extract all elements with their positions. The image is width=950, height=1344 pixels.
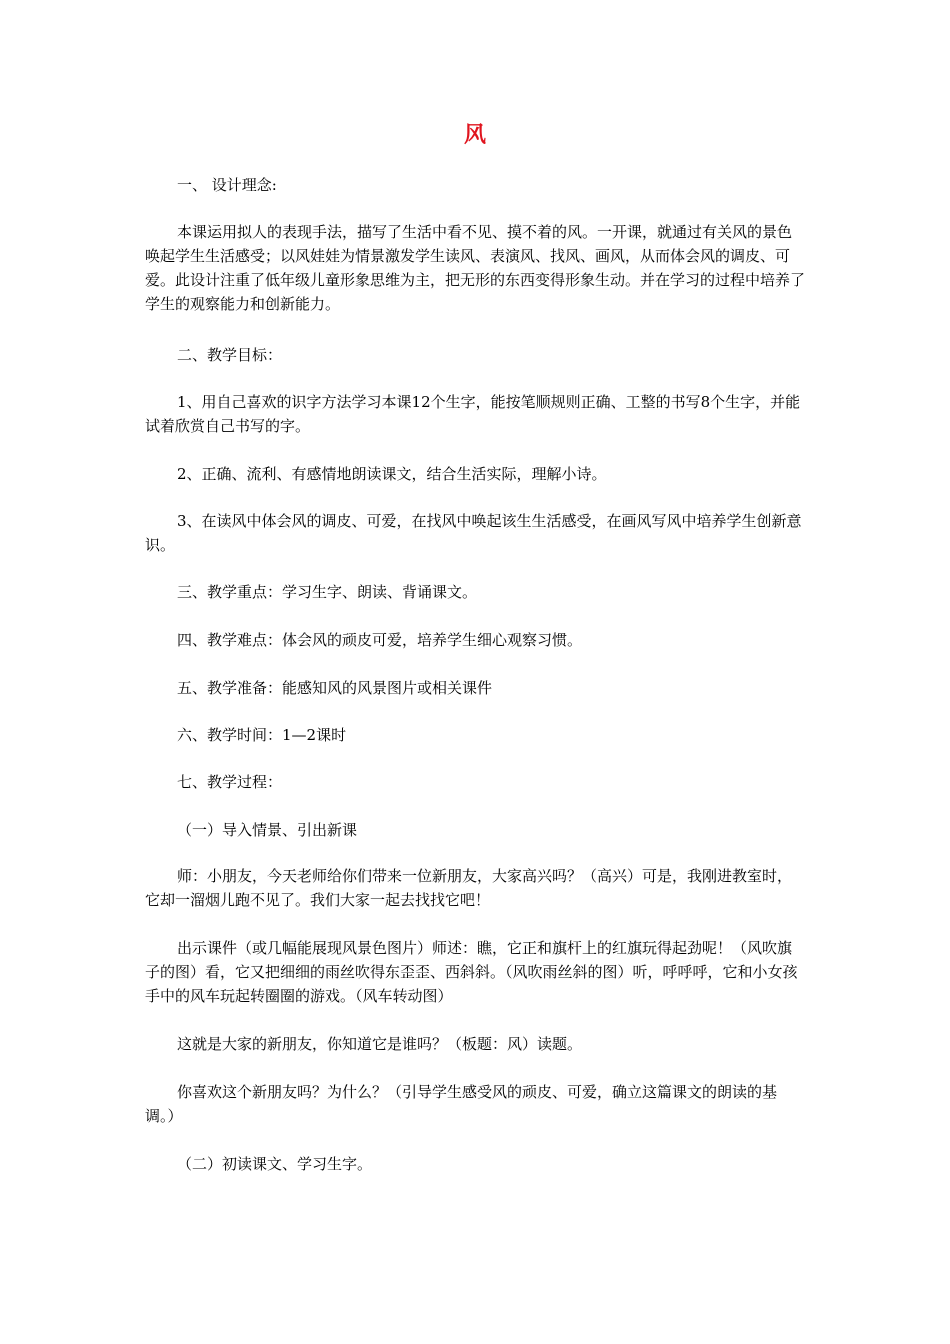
section-heading-preparation: 五、教学准备：能感知风的风景图片或相关课件	[177, 679, 493, 697]
paragraph-goal-1: 1、用自己喜欢的识字方法学习本课12个生字，能按笔顺规则正确、工整的书写8个生字，并能试着欣赏自己书写的字。	[145, 393, 801, 435]
section-heading-teaching-goals: 二、教学目标：	[177, 346, 283, 364]
subsection-heading-first-reading: （二）初读课文、学习生字。	[177, 1155, 373, 1173]
paragraph-new-friend: 这就是大家的新朋友，你知道它是谁吗？（板题：风）读题。	[177, 1035, 583, 1053]
document-title: 风	[463, 122, 486, 148]
paragraph-goal-2: 2、正确、流利、有感情地朗读课文，结合生活实际，理解小诗。	[177, 465, 607, 483]
section-heading-process: 七、教学过程：	[177, 773, 283, 791]
paragraph-courseware: 出示课件（或几幅能展现风景色图片）师述：瞧，它正和旗杆上的红旗玩得起劲呢！（风吹旗子的图）看，它又把细细的雨丝吹得东歪歪、西斜斜。（风吹雨丝斜的图）听，呼呼呼，它和小女孩手中的风车玩起转圈圈的游戏。（风车转动图）	[145, 939, 798, 1005]
paragraph-design-concept: 本课运用拟人的表现手法，描写了生活中看不见、摸不着的风。一开课，就通过有关风的景色唤起学生生活感受；以风娃娃为情景激发学生读风、表演风、找风、画风，从而体会风的调皮、可爱。此设计注重了低年级儿童形象思维为主，把无形的东西变得形象生动。并在学习的过程中培养了学生的观察能力和创新能力。	[145, 223, 806, 313]
paragraph-teacher-intro: 师：小朋友，今天老师给你们带来一位新朋友，大家高兴吗？（高兴）可是，我刚进教室时，它却一溜烟儿跑不见了。我们大家一起去找找它吧！	[145, 867, 793, 909]
paragraph-why-like: 你喜欢这个新朋友吗？为什么？（引导学生感受风的顽皮、可爱，确立这篇课文的朗读的基调。）	[145, 1083, 778, 1125]
section-heading-time: 六、教学时间：1—2课时	[177, 726, 347, 744]
subsection-heading-intro: （一）导入情景、引出新课	[177, 821, 358, 839]
section-heading-difficulties: 四、教学难点：体会风的顽皮可爱，培养学生细心观察习惯。	[177, 631, 583, 649]
section-heading-design-concept: 一、 设计理念:	[177, 176, 277, 194]
section-heading-key-points: 三、教学重点：学习生字、朗读、背诵课文。	[177, 583, 478, 601]
paragraph-goal-3: 3、在读风中体会风的调皮、可爱，在找风中唤起该生生活感受，在画风写风中培养学生创新意识。	[145, 512, 802, 554]
